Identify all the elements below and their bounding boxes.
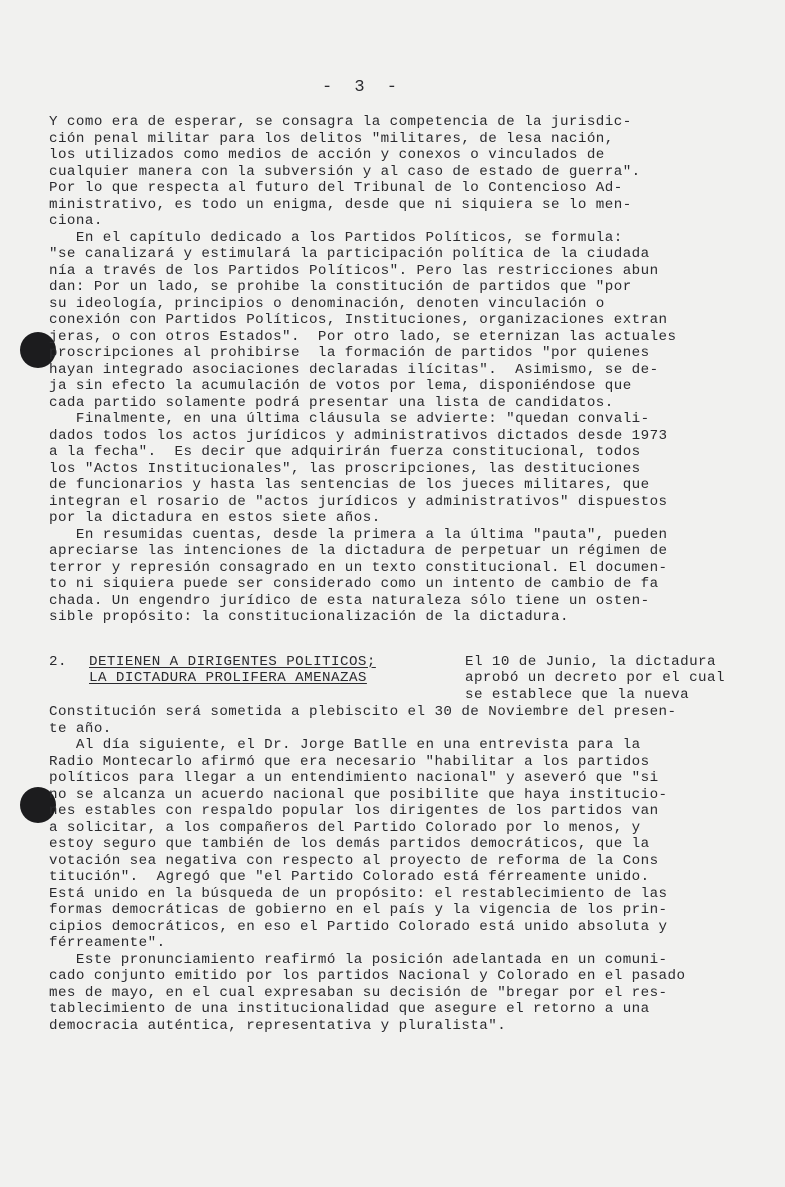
text-line: Constitución será sometida a plebiscito el 30 de Noviembre del presen-: [49, 704, 677, 720]
text-line: no se alcanza un acuerdo nacional que posibilite que haya institucio-: [49, 786, 668, 803]
section-2-side-line: El 10 de Junio, la dictadura: [465, 654, 716, 670]
text-line: Este pronunciamiento reafirmó la posición adelantada en un comuni-: [49, 951, 668, 968]
text-line: cada partido solamente podrá presentar una lista de candidatos.: [49, 394, 614, 411]
text-line: cipios democráticos, en eso el Partido Colorado está unido absoluta y: [49, 918, 668, 935]
text-line: Por lo que respecta al futuro del Tribunal de lo Contencioso Ad-: [49, 180, 623, 196]
text-line: Está unido en la búsqueda de un propósito: el restablecimiento de las: [49, 885, 668, 902]
section-2-number: 2.: [49, 654, 67, 670]
text-line: los "Actos Institucionales", las proscripciones, las destituciones: [49, 460, 641, 477]
text-line: ja sin efecto la acumulación de votos por lema, disponiéndose que: [49, 378, 632, 394]
text-line: integran el rosario de "actos jurídicos y administrativos" dispuestos: [49, 493, 668, 510]
text-line: mes de mayo, en el cual expresaban su decisión de "bregar por el res-: [49, 984, 668, 1001]
text-line: sible propósito: la constitucionalización de la dictadura.: [49, 609, 569, 625]
section-2-heading-line-1: DETIENEN A DIRIGENTES POLITICOS;: [89, 654, 376, 670]
text-line: te año.: [49, 720, 112, 737]
text-line: cado conjunto emitido por los partidos Nacional y Colorado en el pasado: [49, 968, 686, 984]
text-line: democracia auténtica, representativa y pluralista".: [49, 1017, 507, 1034]
text-line: por la dictadura en estos siete años.: [49, 510, 381, 526]
text-line: votación sea negativa con respecto al proyecto de reforma de la Cons: [49, 852, 659, 869]
text-line: chada. Un engendro jurídico de esta naturaleza sólo tiene un osten-: [49, 592, 650, 609]
text-line: jeras, o con otros Estados". Por otro lado, se eternizan las actuales: [49, 328, 677, 345]
text-line: dan: Por un lado, se prohibe la constitución de partidos que "por: [49, 279, 632, 295]
text-line: dados todos los actos jurídicos y administrativos dictados desde 1973: [49, 427, 668, 444]
text-line: ción penal militar para los delitos "militares, de lesa nación,: [49, 130, 614, 147]
text-line: En resumidas cuentas, desde la primera a la última "pauta", pueden: [49, 526, 668, 543]
text-line: Y como era de esperar, se consagra la competencia de la jurisdic-: [49, 114, 632, 130]
text-line: to ni siquiera puede ser considerado como un intento de cambio de fa: [49, 576, 659, 592]
text-line: de funcionarios y hasta las sentencias de los jueces militares, que: [49, 477, 650, 493]
text-line: En el capítulo dedicado a los Partidos Políticos, se formula:: [49, 229, 623, 246]
text-line: Al día siguiente, el Dr. Jorge Batlle en una entrevista para la: [49, 737, 641, 753]
text-line: políticos para llegar a un entendimiento nacional" y aseveró que "si: [49, 770, 659, 786]
text-line: nes estables con respaldo popular los dirigentes de los partidos van: [49, 803, 659, 819]
text-line: apreciarse las intenciones de la dictadura de perpetuar un régimen de: [49, 543, 668, 559]
text-line: titución". Agregó que "el Partido Colorado está férreamente unido.: [49, 869, 650, 885]
text-line: a solicitar, a los compañeros del Partido Colorado por lo menos, y: [49, 819, 641, 836]
text-line: conexión con Partidos Políticos, Instituciones, organizaciones extran: [49, 312, 668, 328]
page-number: - 3 -: [322, 78, 404, 97]
text-line: los utilizados como medios de acción y conexos o vinculados de: [49, 147, 605, 163]
section-2-heading-line-2: LA DICTADURA PROLIFERA AMENAZAS: [89, 670, 367, 686]
text-line: su ideología, principios o denominación, denoten vinculación o: [49, 295, 605, 312]
text-line: estoy seguro que también de los demás partidos democráticos, que la: [49, 836, 650, 852]
text-line: terror y represión consagrado en un texto constitucional. El documen-: [49, 559, 668, 576]
text-line: ministrativo, es todo un enigma, desde que ni siquiera se lo men-: [49, 196, 632, 213]
section-2-side-line: aprobó un decreto por el cual: [465, 670, 725, 686]
text-line: proscripciones al prohibirse la formación de partidos "por quienes: [49, 345, 650, 361]
text-line: cualquier manera con la subversión y al caso de estado de guerra".: [49, 163, 641, 180]
text-line: a la fecha". Es decir que adquirirán fuerza constitucional, todos: [49, 444, 641, 460]
section-2-side-line: se establece que la nueva: [465, 687, 690, 703]
text-line: férreamente".: [49, 935, 166, 951]
text-line: tablecimiento de una institucionalidad que asegure el retorno a una: [49, 1001, 650, 1017]
text-line: "se canalizará y estimulará la participación política de la ciudada: [49, 246, 650, 262]
text-line: ciona.: [49, 213, 103, 229]
text-line: formas democráticas de gobierno en el país y la vigencia de los prin-: [49, 902, 668, 918]
text-line: Finalmente, en una última cláusula se advierte: "quedan convali-: [49, 411, 650, 427]
text-line: hayan integrado asociaciones declaradas ilícitas". Asimismo, se de-: [49, 361, 659, 378]
text-line: nía a través de los Partidos Políticos". Pero las restricciones abun: [49, 262, 659, 279]
text-line: Radio Montecarlo afirmó que era necesario "habilitar a los partidos: [49, 753, 650, 770]
